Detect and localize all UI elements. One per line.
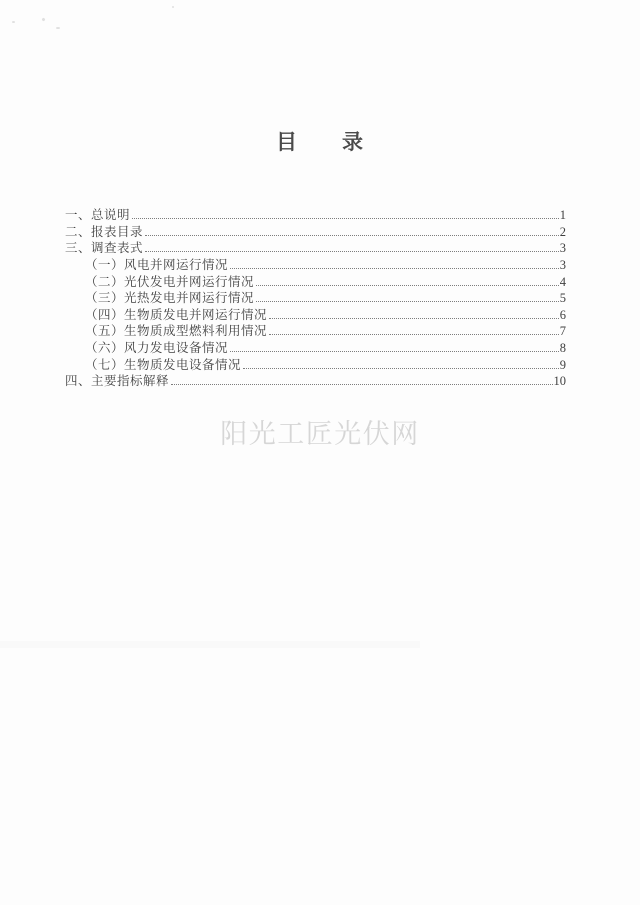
toc-leader-dots	[269, 334, 559, 335]
toc-entry-label: （六）风力发电设备情况	[85, 341, 229, 356]
toc-entry-page: 1	[559, 208, 566, 222]
toc-entry-page: 5	[559, 291, 566, 306]
toc-entry-page: 4	[559, 274, 566, 289]
scan-speck	[12, 21, 15, 23]
toc-leader-dots	[256, 285, 559, 286]
toc-entry-page: 7	[559, 324, 566, 339]
toc-entry-label: （七）生物质发电设备情况	[85, 357, 242, 372]
table-of-contents	[65, 207, 566, 390]
toc-entry-label: （一）风电并网运行情况	[85, 257, 229, 272]
toc-entry-page: 2	[559, 224, 566, 239]
toc-leader-dots	[269, 318, 559, 319]
toc-entry-label: 二、报表目录	[65, 224, 144, 239]
watermark-text: 阳光工匠光伏网	[220, 419, 420, 449]
toc-entry-label: 四、主要指标解释	[65, 374, 170, 389]
toc-entry	[65, 373, 566, 390]
toc-leader-dots	[230, 351, 559, 352]
toc-entry-page: 3	[559, 257, 566, 272]
page-title: 目 录	[276, 130, 364, 154]
toc-leader-dots	[230, 268, 559, 269]
toc-entry	[65, 224, 566, 241]
toc-entry	[65, 207, 566, 224]
toc-leader-dots	[243, 368, 559, 369]
toc-leader-dots	[256, 301, 559, 302]
toc-entry-label: （二）光伏发电并网运行情况	[85, 274, 255, 289]
toc-entry-label: （五）生物质成型燃料利用情况	[85, 324, 268, 339]
toc-entry	[65, 307, 566, 324]
scan-artifact-band	[0, 641, 420, 648]
toc-leader-dots	[132, 218, 559, 219]
toc-entry-page: 3	[559, 241, 566, 256]
toc-entry-label: （四）生物质发电并网运行情况	[85, 307, 268, 322]
toc-entry-label: 三、调查表式	[65, 241, 144, 256]
toc-entry	[65, 323, 566, 340]
toc-entry-page: 6	[559, 307, 566, 322]
toc-leader-dots	[145, 251, 559, 252]
toc-entry	[65, 290, 566, 307]
toc-leader-dots	[145, 235, 559, 236]
toc-entry	[65, 357, 566, 374]
toc-entry-page: 9	[559, 357, 566, 372]
toc-leader-dots	[171, 384, 552, 385]
scan-speck	[41, 17, 45, 21]
toc-entry	[65, 340, 566, 357]
scan-speck	[172, 6, 174, 8]
toc-entry	[65, 240, 566, 257]
scan-speck	[56, 27, 60, 29]
toc-entry-page: 8	[559, 341, 566, 356]
toc-entry-page: 10	[553, 374, 566, 389]
toc-entry-label: （三）光热发电并网运行情况	[85, 291, 255, 306]
toc-entry	[65, 257, 566, 274]
toc-entry	[65, 274, 566, 291]
toc-entry-label: 一、总说明	[65, 208, 131, 222]
